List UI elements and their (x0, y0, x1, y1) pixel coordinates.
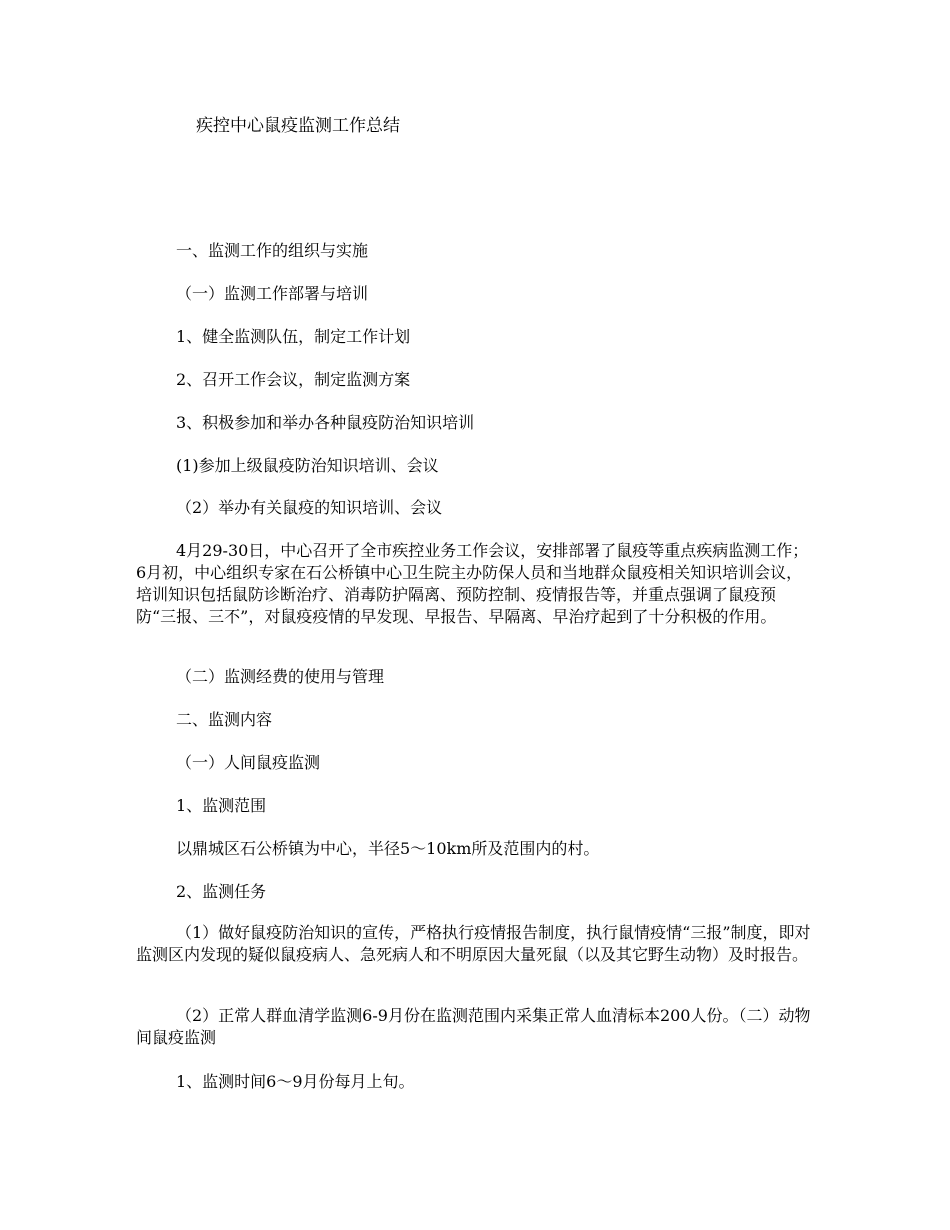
list-item-3: 3、积极参加和举办各种鼠疫防治知识培训 (176, 413, 475, 432)
body-paragraph-training: 4月29-30日，中心召开了全市疾控业务工作会议，安排部署了鼠疫等重点疾病监测工作；6月初，中心组织专家在石公桥镇中心卫生院主办防保人员和当地群众鼠疫相关知识培训会议，培训知识包括鼠防诊断治疗、消毒防护隔离、预防控制、疫情报告等，并重点强调了鼠疫预防“三报、三不”，对鼠疫疫情的早发现、早报告、早隔离、早治疗起到了十分积极的作用。 (136, 541, 809, 626)
sub-list-item-1: (1)参加上级鼠疫防治知识培训、会议 (176, 456, 439, 475)
list-item-2: 2、召开工作会议，制定监测方案 (176, 370, 411, 389)
list-item-time: 1、监测时间6～9月份每月上旬。 (176, 1072, 415, 1091)
sub-list-item-2: （2）举办有关鼠疫的知识培训、会议 (176, 498, 443, 517)
body-paragraph-task-1: （1）做好鼠疫防治知识的宣传，严格执行疫情报告制度，执行鼠情疫情“三报”制度，即对监测区内发现的疑似鼠疫病人、急死病人和不明原因大量死鼠（以及其它野生动物）及时报告。 (136, 923, 811, 964)
list-item-scope: 1、监测范围 (176, 796, 267, 815)
heading-section-1: 一、监测工作的组织与实施 (176, 241, 369, 260)
body-paragraph-scope: 以鼎城区石公桥镇为中心，半径5～10km所及范围内的村。 (176, 839, 600, 858)
heading-section-2: 二、监测内容 (176, 710, 273, 729)
list-item-1: 1、健全监测队伍，制定工作计划 (176, 327, 411, 346)
subheading-1-2: （二）监测经费的使用与管理 (176, 667, 385, 686)
list-item-tasks: 2、监测任务 (176, 882, 267, 901)
document-title: 疾控中心鼠疫监测工作总结 (196, 116, 400, 136)
body-paragraph-task-2: （2）正常人群血清学监测6-9月份在监测范围内采集正常人血清标本200人份。（二）动物间鼠疫监测 (136, 1006, 811, 1047)
subheading-2-1: （一）人间鼠疫监测 (176, 753, 321, 772)
subheading-1-1: （一）监测工作部署与培训 (176, 284, 369, 303)
